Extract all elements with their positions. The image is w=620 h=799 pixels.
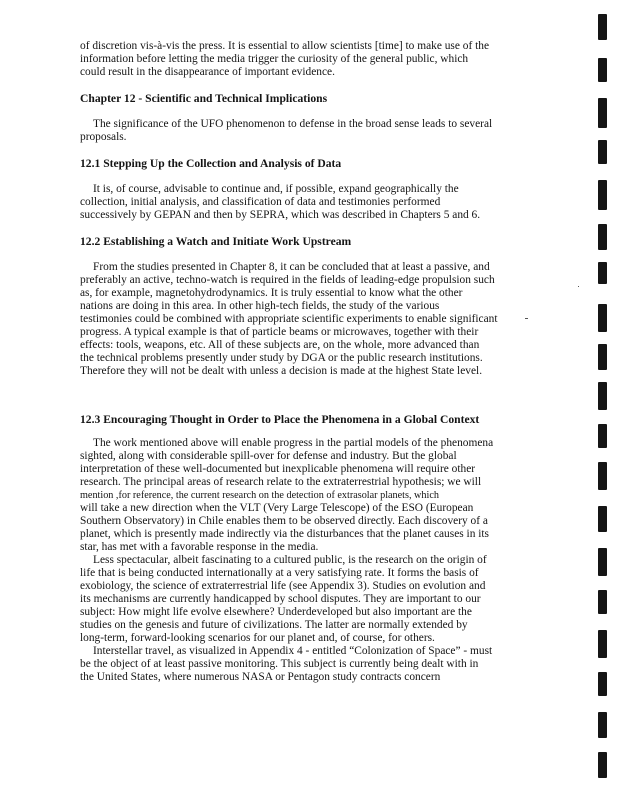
body-line: subject: How might life evolve elsewhere? Underdeveloped but also important are the [80, 606, 472, 618]
binder-hole-mark [598, 382, 607, 410]
chapter-heading: Chapter 12 - Scientific and Technical Implications [80, 92, 328, 105]
binder-hole-mark [598, 344, 607, 370]
body-line: proposals. [80, 131, 127, 143]
binder-hole-mark [598, 224, 607, 250]
body-line: as, for example, magnetohydrodynamics. It is truly essential to know what the other [80, 287, 463, 299]
body-line: progress. A typical example is that of particle beams or microwaves, together with their [80, 326, 479, 338]
body-line: life that is being conducted internationally at a very satisfying rate. It forms the basis of [80, 567, 479, 579]
body-line: exobiology, the science of extraterrestrial life (see Appendix 3). Studies on evolution and [80, 580, 486, 592]
body-line: The work mentioned above will enable progress in the partial models of the phenomena [93, 437, 494, 449]
binder-hole-mark [598, 424, 607, 448]
body-line: testimonies could be combined with appropriate scientific experiments to enable significant [80, 313, 498, 325]
body-line: mention ,for reference, the current research on the detection of extrasolar planets, which [80, 490, 439, 501]
body-line: interpretation of these well-documented but inexplicable phenomena will require other [80, 463, 476, 475]
binder-hole-mark [598, 262, 607, 284]
binder-hole-mark [598, 590, 607, 614]
body-line: studies on the genesis and future of civilizations. The latter are normally extended by [80, 619, 468, 631]
binder-hole-mark [598, 712, 607, 738]
body-line: Less spectacular, albeit fascinating to a cultured public, is the research on the origin of [93, 554, 487, 566]
scan-speck [525, 318, 528, 319]
binder-hole-mark [598, 14, 607, 40]
body-line: successively by GEPAN and then by SEPRA, which was described in Chapters 5 and 6. [80, 209, 481, 221]
body-line: collection, initial analysis, and classification of data and testimonies performed [80, 196, 441, 208]
scan-speck [578, 286, 579, 287]
body-line: effects: tools, weapons, etc. All of these subjects are, on the whole, more advanced than [80, 339, 480, 351]
body-line: the technical problems presently under study by DGA or the public research institutions. [80, 352, 483, 364]
body-line: Interstellar travel, as visualized in Appendix 4 - entitled “Colonization of Space” - must [93, 645, 493, 657]
binder-hole-mark [598, 548, 607, 576]
body-line: star, has met with a favorable response in the media. [80, 541, 319, 553]
body-line: the United States, where numerous NASA or Pentagon study contracts concern [80, 671, 441, 683]
binder-hole-mark [598, 462, 607, 490]
body-line: nations are doing in this area. In other high-tech fields, the study of the various [80, 300, 440, 312]
body-line: could result in the disappearance of important evidence. [80, 66, 335, 78]
binder-hole-mark [598, 630, 607, 658]
body-line: long-term, forward-looking scenarios for our planet and, of course, for others. [80, 632, 435, 644]
binder-hole-mark [598, 304, 607, 332]
body-line: be the object of at least passive monitoring. This subject is currently being dealt with in [80, 658, 479, 670]
binder-hole-mark [598, 58, 607, 82]
binder-hole-mark [598, 506, 607, 532]
body-line: The significance of the UFO phenomenon to defense in the broad sense leads to several [93, 118, 493, 130]
binder-hole-mark [598, 180, 607, 210]
binder-hole-mark [598, 140, 607, 164]
body-line: will take a new direction when the VLT (Very Large Telescope) of the ESO (European [80, 502, 474, 514]
section-heading-12-1: 12.1 Stepping Up the Collection and Analysis of Data [80, 157, 342, 170]
body-line: Southern Observatory) in Chile enables them to be observed directly. Each discovery of a [80, 515, 488, 527]
body-line: its mechanisms are currently handicapped by school disputes. They are important to our [80, 593, 481, 605]
section-heading-12-3: 12.3 Encouraging Thought in Order to Place the Phenomena in a Global Context [80, 413, 480, 426]
body-line: preferably an active, techno-watch is required in the fields of leading-edge propulsion such [80, 274, 495, 286]
body-line: planet, which is presently made indirectly via the disturbances that the planet causes in its [80, 528, 489, 540]
binder-hole-mark [598, 98, 607, 128]
body-line: information before letting the media trigger the curiosity of the general public, which [80, 53, 469, 65]
body-line: It is, of course, advisable to continue and, if possible, expand geographically the [93, 183, 459, 195]
section-heading-12-2: 12.2 Establishing a Watch and Initiate Work Upstream [80, 235, 352, 248]
binder-hole-mark [598, 752, 607, 778]
body-line: From the studies presented in Chapter 8, it can be concluded that at least a passive, and [93, 261, 490, 273]
body-line: research. The principal areas of research relate to the extraterrestrial hypothesis; we will [80, 476, 482, 488]
body-line: Therefore they will not be dealt with unless a decision is made at the highest State level. [80, 365, 483, 377]
binder-hole-mark [598, 672, 607, 696]
body-line: of discretion vis-à-vis the press. It is essential to allow scientists [time] to make use of the [80, 40, 490, 52]
body-line: sighted, along with considerable spill-over for defense and industry. But the global [80, 450, 457, 462]
